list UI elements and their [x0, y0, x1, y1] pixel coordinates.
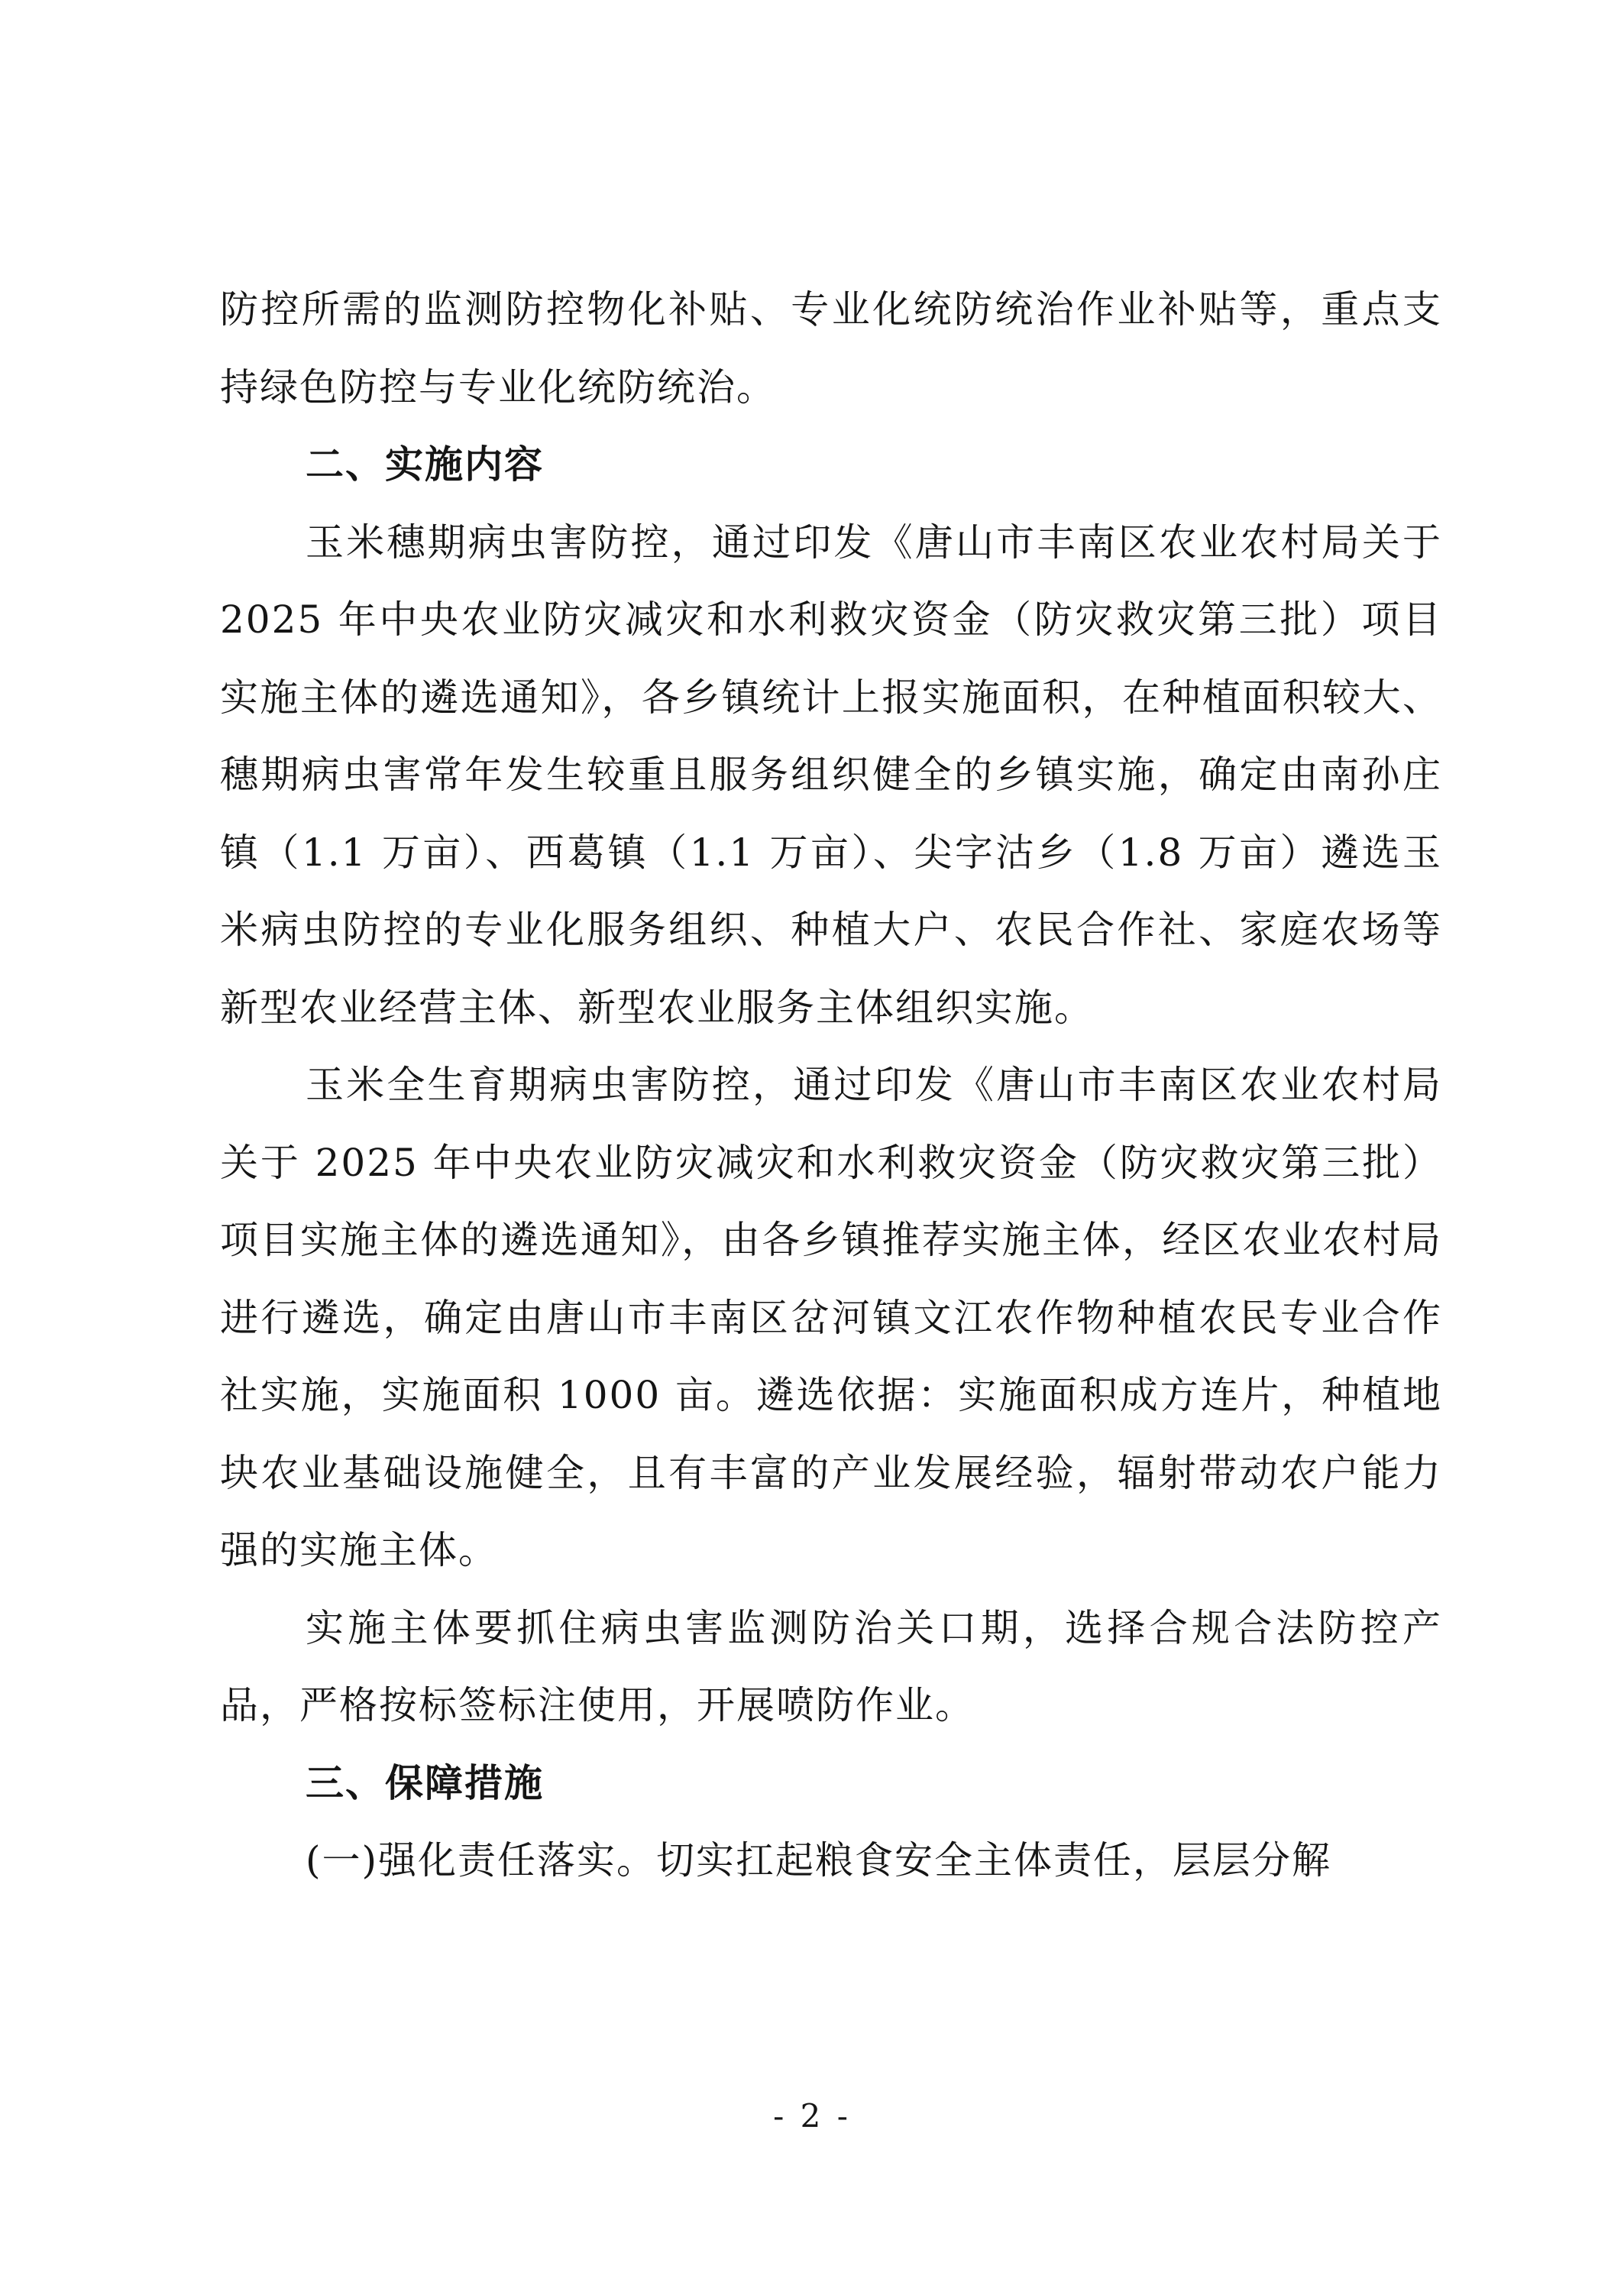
paragraph-ear-stage-control: 玉米穗期病虫害防控，通过印发《唐山市丰南区农业农村局关于 2025 年中央农业防灾减灾和水利救灾资金（防灾救灾第三批）项目实施主体的遴选通知》，各乡镇统计上报实施面积，在种植面积较大、穗期病虫害常年发生较重且服务组织健全的乡镇实施，确定由南孙庄镇（1.1 万亩）、西葛镇（1.1 万亩）、尖字沽乡（1.8 万亩）遴选玉米病虫防控的专业化服务组织、种植大户、农民合作社、家庭农场等新型农业经营主体、新型农业服务主体组织实施。: [220, 520, 1442, 1030]
section-heading-implementation: 二、实施内容: [306, 442, 544, 487]
document-body: [220, 271, 1442, 1900]
paragraph-responsibility: (一)强化责任落实。切实扛起粮食安全主体责任，层层分解: [306, 1838, 1332, 1882]
paragraph-implementation-subject: 实施主体要抓住病虫害监测防治关口期，选择合规合法防控产品，严格按标签标注使用，开展喷防作业。: [220, 1605, 1442, 1727]
paragraph-full-growth-control: 玉米全生育期病虫害防控，通过印发《唐山市丰南区农业农村局关于 2025 年中央农业防灾减灾和水利救灾资金（防灾救灾第三批）项目实施主体的遴选通知》，由各乡镇推荐实施主体，经区农业农村局进行遴选，确定由唐山市丰南区岔河镇文江农作物种植农民专业合作社实施，实施面积 1000 亩。遴选依据：实施面积成方连片，种植地块农业基础设施健全，且有丰富的产业发展经验，辐射带动农户能力强的实施主体。: [220, 1063, 1442, 1572]
section-heading-safeguards: 三、保障措施: [306, 1760, 544, 1805]
paragraph-continuation: 防控所需的监测防控物化补贴、专业化统防统治作业补贴等，重点支持绿色防控与专业化统防统治。: [220, 287, 1442, 410]
page-number: - 2 -: [773, 2097, 851, 2135]
